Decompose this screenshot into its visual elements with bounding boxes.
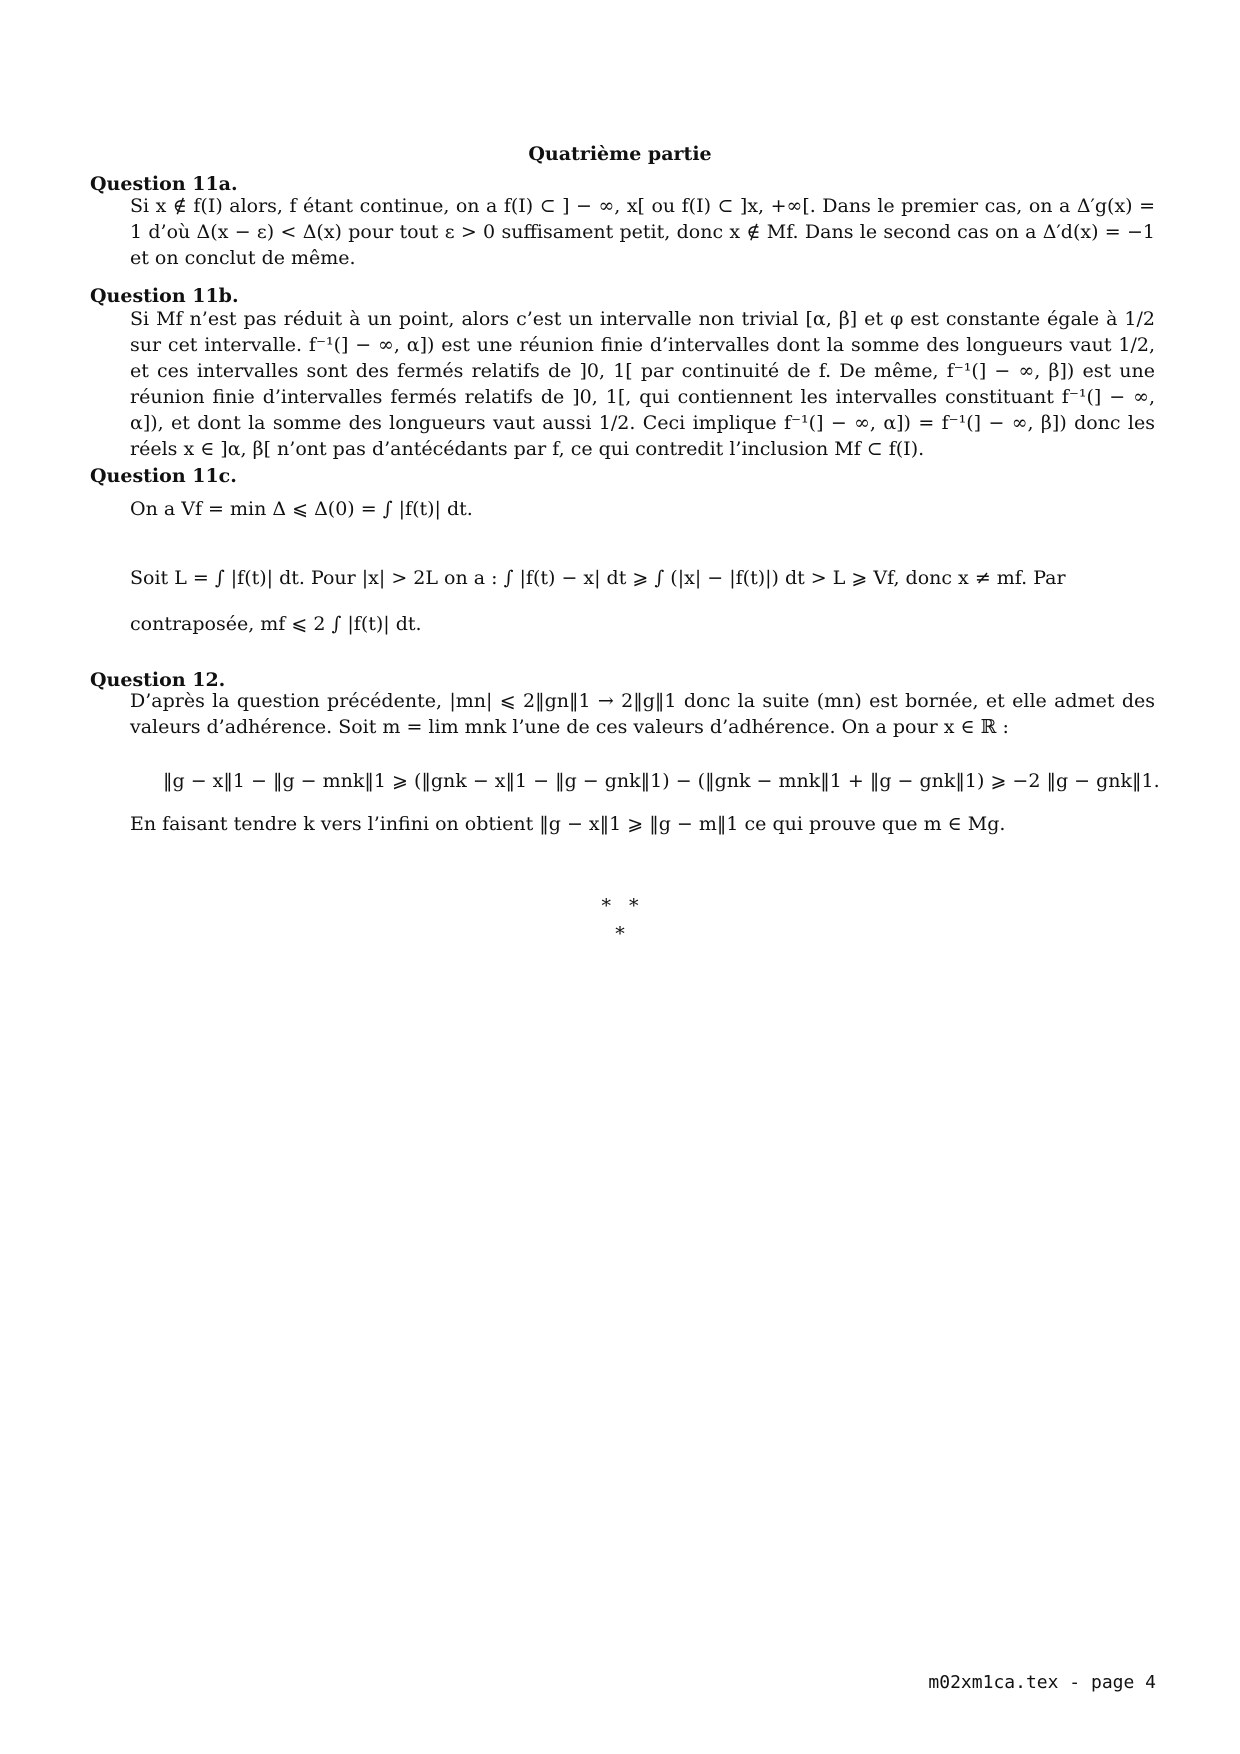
question-11b-body: [130, 306, 1155, 462]
page-footer: m02xm1ca.tex - page 4: [928, 1672, 1156, 1693]
question-12-heading: Question 12.: [90, 669, 226, 691]
question-11a-body: [130, 193, 1155, 271]
question-11b-text: Si Mf n’est pas réduit à un point, alors c’est un intervalle non trivial [α, β] et φ est constante égale à 1/2 sur cet intervalle. f⁻¹(] − ∞, α]) est une réunion finie d’intervalles dont la somme des longueurs vaut 1/2, et ces intervalles sont des fermés relatifs de ]0, 1[ par continuité de f. De même, f⁻¹(] − ∞, β]) est une réunion finie d’intervalles fermés relatifs de ]0, 1[, qui contiennent les intervalles constituant f⁻¹(] − ∞, α]), et dont la somme des longueurs vaut aussi 1/2. Ceci implique f⁻¹(] − ∞, α]) = f⁻¹(] − ∞, β]) donc les réels x ∈ ]α, β[ n’ont pas d’antécédants par f, ce qui contredit l’inclusion Mf ⊂ f(I).: [130, 308, 1155, 460]
part-title: Quatrième partie: [528, 143, 712, 165]
question-12-conclusion: En faisant tendre k vers l’infini on obtient ‖g − x‖1 ⩾ ‖g − m‖1 ce qui prouve que m ∈ Mg.: [130, 813, 1006, 835]
question-11c-line-3: contraposée, mf ⩽ 2 ∫ |f(t)| dt.: [130, 613, 422, 635]
section-separator-stars-bottom: *: [615, 923, 625, 945]
question-11b-heading: Question 11b.: [90, 285, 239, 307]
question-12-display-equation: ‖g − x‖1 − ‖g − mnk‖1 ⩾ (‖gnk − x‖1 − ‖g − gnk‖1) − (‖gnk − mnk‖1 + ‖g − gnk‖1) ⩾ −2 ‖g − gnk‖1.: [163, 770, 1160, 792]
question-11a-heading: Question 11a.: [90, 173, 238, 195]
question-11c-line-1: On a Vf = min Δ ⩽ Δ(0) = ∫ |f(t)| dt.: [130, 498, 473, 520]
question-11c-line-2: Soit L = ∫ |f(t)| dt. Pour |x| > 2L on a : ∫ |f(t) − x| dt ⩾ ∫ (|x| − |f(t)|) dt > L ⩾ Vf, donc x ≠ mf. Par: [130, 567, 1066, 589]
question-11c-heading: Question 11c.: [90, 465, 237, 487]
question-12-text: D’après la question précédente, |mn| ⩽ 2‖gn‖1 → 2‖g‖1 donc la suite (mn) est bornée, et elle admet des valeurs d’adhérence. Soit m = lim mnk l’une de ces valeurs d’adhérence. On a pour x ∈ ℝ :: [130, 690, 1155, 738]
section-separator-stars-top: * *: [601, 895, 639, 917]
question-12-body: [130, 688, 1155, 740]
question-11a-text: Si x ∉ f(I) alors, f étant continue, on a f(I) ⊂ ] − ∞, x[ ou f(I) ⊂ ]x, +∞[. Dans le premier cas, on a Δ′g(x) = 1 d’où Δ(x − ε) < Δ(x) pour tout ε > 0 suffisament petit, donc x ∉ Mf. Dans le second cas on a Δ′d(x) = −1 et on conclut de même.: [130, 195, 1155, 269]
